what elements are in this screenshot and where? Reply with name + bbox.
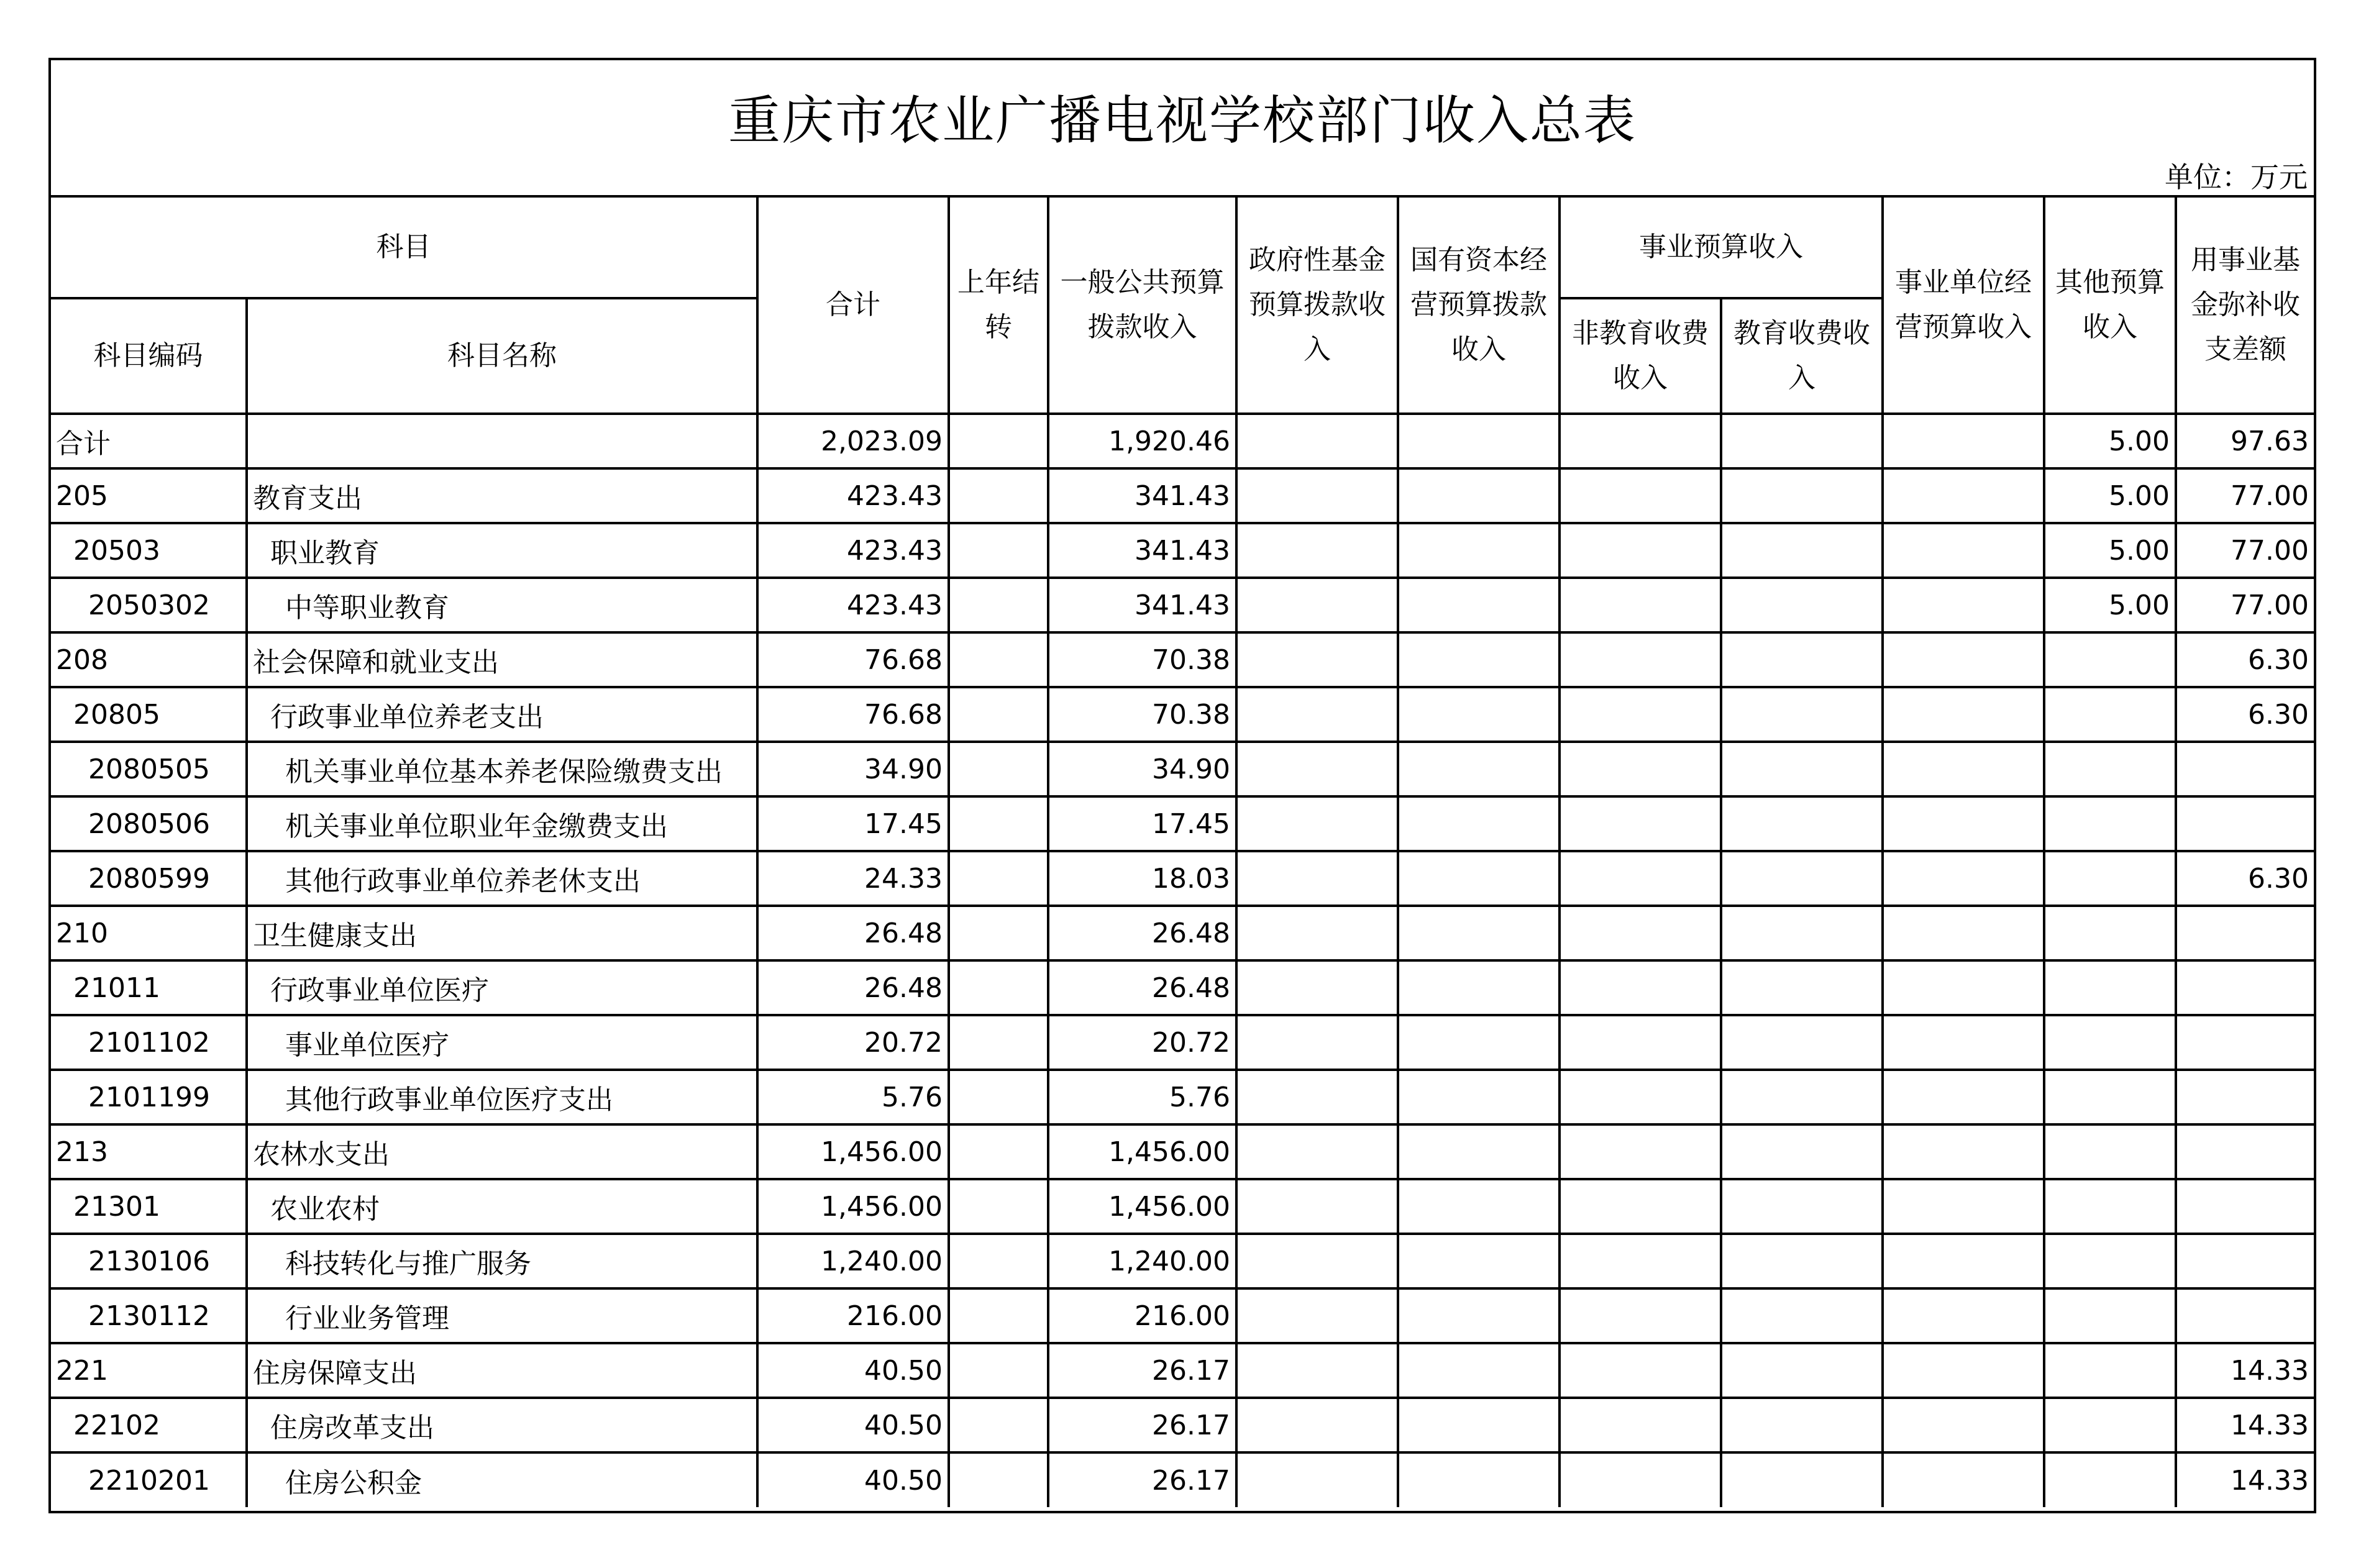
table-row: [51, 523, 2314, 578]
gov-fund-cell: [1236, 851, 1398, 906]
other-budget-cell: [2044, 1398, 2176, 1452]
subject-name-cell: 住房公积金: [247, 1452, 757, 1507]
edu-fee-cell: [1721, 960, 1883, 1015]
state-capital-cell: [1398, 1398, 1560, 1452]
edu-fee-cell: [1721, 1015, 1883, 1070]
subject-code-cell: 合计: [51, 414, 247, 468]
gov-fund-cell: [1236, 960, 1398, 1015]
non-edu-fee-cell: [1560, 523, 1721, 578]
table-row: [51, 742, 2314, 796]
total-cell: 76.68: [757, 687, 949, 742]
subject-code-cell: 22102: [51, 1398, 247, 1452]
carryover-cell: [949, 1398, 1048, 1452]
non-edu-fee-cell: [1560, 851, 1721, 906]
other-budget-cell: [2044, 1343, 2176, 1398]
state-capital-cell: [1398, 1070, 1560, 1124]
non-edu-fee-cell: [1560, 1070, 1721, 1124]
non-edu-fee-cell: [1560, 1015, 1721, 1070]
non-edu-fee-cell: [1560, 468, 1721, 523]
gov-fund-cell: [1236, 1452, 1398, 1507]
table-row: [51, 1288, 2314, 1343]
general-budget-cell: 216.00: [1048, 1288, 1236, 1343]
unit-operation-cell: [1883, 742, 2044, 796]
unit-operation-cell: [1883, 1398, 2044, 1452]
edu-fee-cell: [1721, 1070, 1883, 1124]
fund-offset-cell: [2176, 1070, 2314, 1124]
general-budget-cell: 70.38: [1048, 687, 1236, 742]
gov-fund-cell: [1236, 1343, 1398, 1398]
general-budget-cell: 26.48: [1048, 906, 1236, 960]
state-capital-cell: [1398, 796, 1560, 851]
general-budget-cell: 20.72: [1048, 1015, 1236, 1070]
subject-name-cell: 住房改革支出: [247, 1398, 757, 1452]
total-cell: 26.48: [757, 906, 949, 960]
subject-name-cell: 事业单位医疗: [247, 1015, 757, 1070]
carryover-cell: [949, 632, 1048, 687]
subject-code-cell: 2130106: [51, 1234, 247, 1288]
edu-fee-cell: [1721, 468, 1883, 523]
other-budget-cell: [2044, 742, 2176, 796]
table-row: [51, 1179, 2314, 1234]
carryover-cell: [949, 1234, 1048, 1288]
subject-code-cell: 2050302: [51, 578, 247, 632]
unit-operation-cell: [1883, 796, 2044, 851]
total-cell: 17.45: [757, 796, 949, 851]
header-edu-fee: 教育收费收入: [1721, 298, 1883, 414]
non-edu-fee-cell: [1560, 578, 1721, 632]
fund-offset-cell: 6.30: [2176, 851, 2314, 906]
carryover-cell: [949, 1015, 1048, 1070]
state-capital-cell: [1398, 906, 1560, 960]
subject-name-cell: 农业农村: [247, 1179, 757, 1234]
header-unit-operation: 事业单位经营预算收入: [1883, 198, 2044, 414]
table-row: [51, 632, 2314, 687]
other-budget-cell: 5.00: [2044, 468, 2176, 523]
table-row: [51, 906, 2314, 960]
gov-fund-cell: [1236, 796, 1398, 851]
state-capital-cell: [1398, 1179, 1560, 1234]
unit-operation-cell: [1883, 1288, 2044, 1343]
state-capital-cell: [1398, 1234, 1560, 1288]
subject-name-cell: 农林水支出: [247, 1124, 757, 1179]
subject-code-cell: 2080505: [51, 742, 247, 796]
gov-fund-cell: [1236, 632, 1398, 687]
subject-name-cell: 其他行政事业单位养老休支出: [247, 851, 757, 906]
fund-offset-cell: [2176, 906, 2314, 960]
gov-fund-cell: [1236, 1015, 1398, 1070]
unit-operation-cell: [1883, 578, 2044, 632]
subject-name-cell: 中等职业教育: [247, 578, 757, 632]
subject-name-cell: [247, 414, 757, 468]
unit-operation-cell: [1883, 1343, 2044, 1398]
non-edu-fee-cell: [1560, 414, 1721, 468]
unit-operation-cell: [1883, 1015, 2044, 1070]
fund-offset-cell: 14.33: [2176, 1452, 2314, 1507]
non-edu-fee-cell: [1560, 1234, 1721, 1288]
carryover-cell: [949, 796, 1048, 851]
state-capital-cell: [1398, 468, 1560, 523]
gov-fund-cell: [1236, 1179, 1398, 1234]
carryover-cell: [949, 414, 1048, 468]
total-cell: 34.90: [757, 742, 949, 796]
header-subject: 科目: [51, 198, 757, 298]
general-budget-cell: 26.17: [1048, 1398, 1236, 1452]
subject-code-cell: 2080506: [51, 796, 247, 851]
total-cell: 26.48: [757, 960, 949, 1015]
non-edu-fee-cell: [1560, 1452, 1721, 1507]
total-cell: 216.00: [757, 1288, 949, 1343]
other-budget-cell: [2044, 851, 2176, 906]
total-cell: 40.50: [757, 1398, 949, 1452]
fund-offset-cell: 6.30: [2176, 632, 2314, 687]
table-row: [51, 1070, 2314, 1124]
non-edu-fee-cell: [1560, 906, 1721, 960]
state-capital-cell: [1398, 851, 1560, 906]
total-cell: 40.50: [757, 1452, 949, 1507]
state-capital-cell: [1398, 960, 1560, 1015]
total-cell: 5.76: [757, 1070, 949, 1124]
fund-offset-cell: [2176, 1234, 2314, 1288]
unit-operation-cell: [1883, 1070, 2044, 1124]
non-edu-fee-cell: [1560, 632, 1721, 687]
unit-operation-cell: [1883, 632, 2044, 687]
state-capital-cell: [1398, 1452, 1560, 1507]
state-capital-cell: [1398, 1288, 1560, 1343]
other-budget-cell: [2044, 632, 2176, 687]
state-capital-cell: [1398, 742, 1560, 796]
subject-code-cell: 210: [51, 906, 247, 960]
subject-code-cell: 21011: [51, 960, 247, 1015]
carryover-cell: [949, 851, 1048, 906]
gov-fund-cell: [1236, 468, 1398, 523]
total-cell: 20.72: [757, 1015, 949, 1070]
general-budget-cell: 341.43: [1048, 523, 1236, 578]
gov-fund-cell: [1236, 414, 1398, 468]
subject-name-cell: 卫生健康支出: [247, 906, 757, 960]
edu-fee-cell: [1721, 1398, 1883, 1452]
subject-code-cell: 21301: [51, 1179, 247, 1234]
fund-offset-cell: 77.00: [2176, 468, 2314, 523]
fund-offset-cell: 14.33: [2176, 1398, 2314, 1452]
unit-operation-cell: [1883, 468, 2044, 523]
fund-offset-cell: [2176, 960, 2314, 1015]
unit-operation-cell: [1883, 960, 2044, 1015]
carryover-cell: [949, 468, 1048, 523]
subject-code-cell: 20503: [51, 523, 247, 578]
subject-code-cell: 2080599: [51, 851, 247, 906]
subject-name-cell: 机关事业单位基本养老保险缴费支出: [247, 742, 757, 796]
general-budget-cell: 5.76: [1048, 1070, 1236, 1124]
header-carryover: 上年结转: [949, 198, 1048, 414]
unit-operation-cell: [1883, 1452, 2044, 1507]
table-row: [51, 960, 2314, 1015]
non-edu-fee-cell: [1560, 796, 1721, 851]
subject-name-cell: 机关事业单位职业年金缴费支出: [247, 796, 757, 851]
carryover-cell: [949, 960, 1048, 1015]
state-capital-cell: [1398, 687, 1560, 742]
general-budget-cell: 18.03: [1048, 851, 1236, 906]
subject-code-cell: 2101199: [51, 1070, 247, 1124]
total-cell: 423.43: [757, 468, 949, 523]
edu-fee-cell: [1721, 796, 1883, 851]
header-other-budget: 其他预算收入: [2044, 198, 2176, 414]
general-budget-cell: 17.45: [1048, 796, 1236, 851]
edu-fee-cell: [1721, 906, 1883, 960]
gov-fund-cell: [1236, 523, 1398, 578]
subject-code-cell: 2101102: [51, 1015, 247, 1070]
header-subject-name: 科目名称: [247, 298, 757, 414]
gov-fund-cell: [1236, 1398, 1398, 1452]
carryover-cell: [949, 1343, 1048, 1398]
general-budget-cell: 1,456.00: [1048, 1124, 1236, 1179]
general-budget-cell: 341.43: [1048, 468, 1236, 523]
total-cell: 40.50: [757, 1343, 949, 1398]
total-cell: 1,456.00: [757, 1179, 949, 1234]
subject-code-cell: 213: [51, 1124, 247, 1179]
total-cell: 1,456.00: [757, 1124, 949, 1179]
gov-fund-cell: [1236, 1070, 1398, 1124]
total-cell: 423.43: [757, 523, 949, 578]
table-row: [51, 414, 2314, 468]
edu-fee-cell: [1721, 742, 1883, 796]
fund-offset-cell: [2176, 1124, 2314, 1179]
gov-fund-cell: [1236, 742, 1398, 796]
gov-fund-cell: [1236, 906, 1398, 960]
general-budget-cell: 341.43: [1048, 578, 1236, 632]
other-budget-cell: [2044, 1288, 2176, 1343]
carryover-cell: [949, 906, 1048, 960]
general-budget-cell: 34.90: [1048, 742, 1236, 796]
unit-operation-cell: [1883, 523, 2044, 578]
gov-fund-cell: [1236, 1124, 1398, 1179]
state-capital-cell: [1398, 414, 1560, 468]
carryover-cell: [949, 1452, 1048, 1507]
table-body: [51, 414, 2314, 1507]
header-gov-fund: 政府性基金预算拨款收入: [1236, 198, 1398, 414]
state-capital-cell: [1398, 632, 1560, 687]
subject-code-cell: 2130112: [51, 1288, 247, 1343]
fund-offset-cell: 14.33: [2176, 1343, 2314, 1398]
subject-name-cell: 社会保障和就业支出: [247, 632, 757, 687]
unit-operation-cell: [1883, 851, 2044, 906]
other-budget-cell: 5.00: [2044, 578, 2176, 632]
edu-fee-cell: [1721, 414, 1883, 468]
page-title: 重庆市农业广播电视学校部门收入总表: [728, 90, 1637, 151]
header-general-budget: 一般公共预算拨款收入: [1048, 198, 1236, 414]
edu-fee-cell: [1721, 851, 1883, 906]
unit-operation-cell: [1883, 1124, 2044, 1179]
non-edu-fee-cell: [1560, 1124, 1721, 1179]
fund-offset-cell: 97.63: [2176, 414, 2314, 468]
non-edu-fee-cell: [1560, 742, 1721, 796]
title-area: [51, 60, 2314, 198]
table-row: [51, 687, 2314, 742]
fund-offset-cell: [2176, 1179, 2314, 1234]
total-cell: 2,023.09: [757, 414, 949, 468]
subject-name-cell: 行政事业单位医疗: [247, 960, 757, 1015]
non-edu-fee-cell: [1560, 687, 1721, 742]
header-business-budget: 事业预算收入: [1560, 198, 1883, 298]
total-cell: 423.43: [757, 578, 949, 632]
state-capital-cell: [1398, 1343, 1560, 1398]
edu-fee-cell: [1721, 578, 1883, 632]
edu-fee-cell: [1721, 687, 1883, 742]
unit-operation-cell: [1883, 1234, 2044, 1288]
other-budget-cell: [2044, 796, 2176, 851]
subject-name-cell: 职业教育: [247, 523, 757, 578]
edu-fee-cell: [1721, 1124, 1883, 1179]
subject-code-cell: 221: [51, 1343, 247, 1398]
header-fund-offset: 用事业基金弥补收支差额: [2176, 198, 2314, 414]
edu-fee-cell: [1721, 1234, 1883, 1288]
carryover-cell: [949, 1179, 1048, 1234]
subject-code-cell: 2210201: [51, 1452, 247, 1507]
other-budget-cell: [2044, 1452, 2176, 1507]
edu-fee-cell: [1721, 632, 1883, 687]
carryover-cell: [949, 578, 1048, 632]
non-edu-fee-cell: [1560, 1398, 1721, 1452]
edu-fee-cell: [1721, 1343, 1883, 1398]
header-state-capital: 国有资本经营预算拨款收入: [1398, 198, 1560, 414]
other-budget-cell: 5.00: [2044, 523, 2176, 578]
gov-fund-cell: [1236, 1288, 1398, 1343]
carryover-cell: [949, 742, 1048, 796]
unit-operation-cell: [1883, 1179, 2044, 1234]
table-row: [51, 468, 2314, 523]
subject-name-cell: 其他行政事业单位医疗支出: [247, 1070, 757, 1124]
carryover-cell: [949, 1124, 1048, 1179]
non-edu-fee-cell: [1560, 960, 1721, 1015]
subject-name-cell: 行业业务管理: [247, 1288, 757, 1343]
edu-fee-cell: [1721, 523, 1883, 578]
fund-offset-cell: 77.00: [2176, 578, 2314, 632]
fund-offset-cell: 6.30: [2176, 687, 2314, 742]
other-budget-cell: 5.00: [2044, 414, 2176, 468]
state-capital-cell: [1398, 578, 1560, 632]
general-budget-cell: 1,240.00: [1048, 1234, 1236, 1288]
other-budget-cell: [2044, 1015, 2176, 1070]
income-summary-sheet: [48, 58, 2316, 1513]
fund-offset-cell: [2176, 1015, 2314, 1070]
other-budget-cell: [2044, 687, 2176, 742]
other-budget-cell: [2044, 1234, 2176, 1288]
table-row: [51, 1398, 2314, 1452]
fund-offset-cell: [2176, 1288, 2314, 1343]
fund-offset-cell: 77.00: [2176, 523, 2314, 578]
state-capital-cell: [1398, 1015, 1560, 1070]
other-budget-cell: [2044, 960, 2176, 1015]
table-row: [51, 1343, 2314, 1398]
carryover-cell: [949, 687, 1048, 742]
unit-operation-cell: [1883, 906, 2044, 960]
table-row: [51, 578, 2314, 632]
general-budget-cell: 26.17: [1048, 1343, 1236, 1398]
general-budget-cell: 1,920.46: [1048, 414, 1236, 468]
general-budget-cell: 26.17: [1048, 1452, 1236, 1507]
state-capital-cell: [1398, 523, 1560, 578]
total-cell: 1,240.00: [757, 1234, 949, 1288]
table-row: [51, 1452, 2314, 1507]
subject-name-cell: 行政事业单位养老支出: [247, 687, 757, 742]
gov-fund-cell: [1236, 687, 1398, 742]
other-budget-cell: [2044, 906, 2176, 960]
carryover-cell: [949, 1070, 1048, 1124]
gov-fund-cell: [1236, 578, 1398, 632]
subject-code-cell: 20805: [51, 687, 247, 742]
carryover-cell: [949, 523, 1048, 578]
other-budget-cell: [2044, 1070, 2176, 1124]
non-edu-fee-cell: [1560, 1288, 1721, 1343]
edu-fee-cell: [1721, 1179, 1883, 1234]
general-budget-cell: 26.48: [1048, 960, 1236, 1015]
other-budget-cell: [2044, 1124, 2176, 1179]
table-row: [51, 1124, 2314, 1179]
general-budget-cell: 1,456.00: [1048, 1179, 1236, 1234]
income-table: [51, 198, 2314, 1507]
table-row: [51, 851, 2314, 906]
header-total: 合计: [757, 198, 949, 414]
other-budget-cell: [2044, 1179, 2176, 1234]
fund-offset-cell: [2176, 742, 2314, 796]
header-non-edu-fee: 非教育收费收入: [1560, 298, 1721, 414]
subject-code-cell: 208: [51, 632, 247, 687]
subject-code-cell: 205: [51, 468, 247, 523]
table-row: [51, 1015, 2314, 1070]
subject-name-cell: 住房保障支出: [247, 1343, 757, 1398]
total-cell: 24.33: [757, 851, 949, 906]
carryover-cell: [949, 1288, 1048, 1343]
table-row: [51, 1234, 2314, 1288]
non-edu-fee-cell: [1560, 1343, 1721, 1398]
total-cell: 76.68: [757, 632, 949, 687]
unit-label: 单位：万元: [2165, 160, 2308, 194]
non-edu-fee-cell: [1560, 1179, 1721, 1234]
unit-operation-cell: [1883, 414, 2044, 468]
state-capital-cell: [1398, 1124, 1560, 1179]
table-row: [51, 796, 2314, 851]
fund-offset-cell: [2176, 796, 2314, 851]
gov-fund-cell: [1236, 1234, 1398, 1288]
unit-operation-cell: [1883, 687, 2044, 742]
edu-fee-cell: [1721, 1452, 1883, 1507]
header-row-1: [51, 198, 2314, 298]
edu-fee-cell: [1721, 1288, 1883, 1343]
subject-name-cell: 科技转化与推广服务: [247, 1234, 757, 1288]
header-subject-code: 科目编码: [51, 298, 247, 414]
general-budget-cell: 70.38: [1048, 632, 1236, 687]
subject-name-cell: 教育支出: [247, 468, 757, 523]
